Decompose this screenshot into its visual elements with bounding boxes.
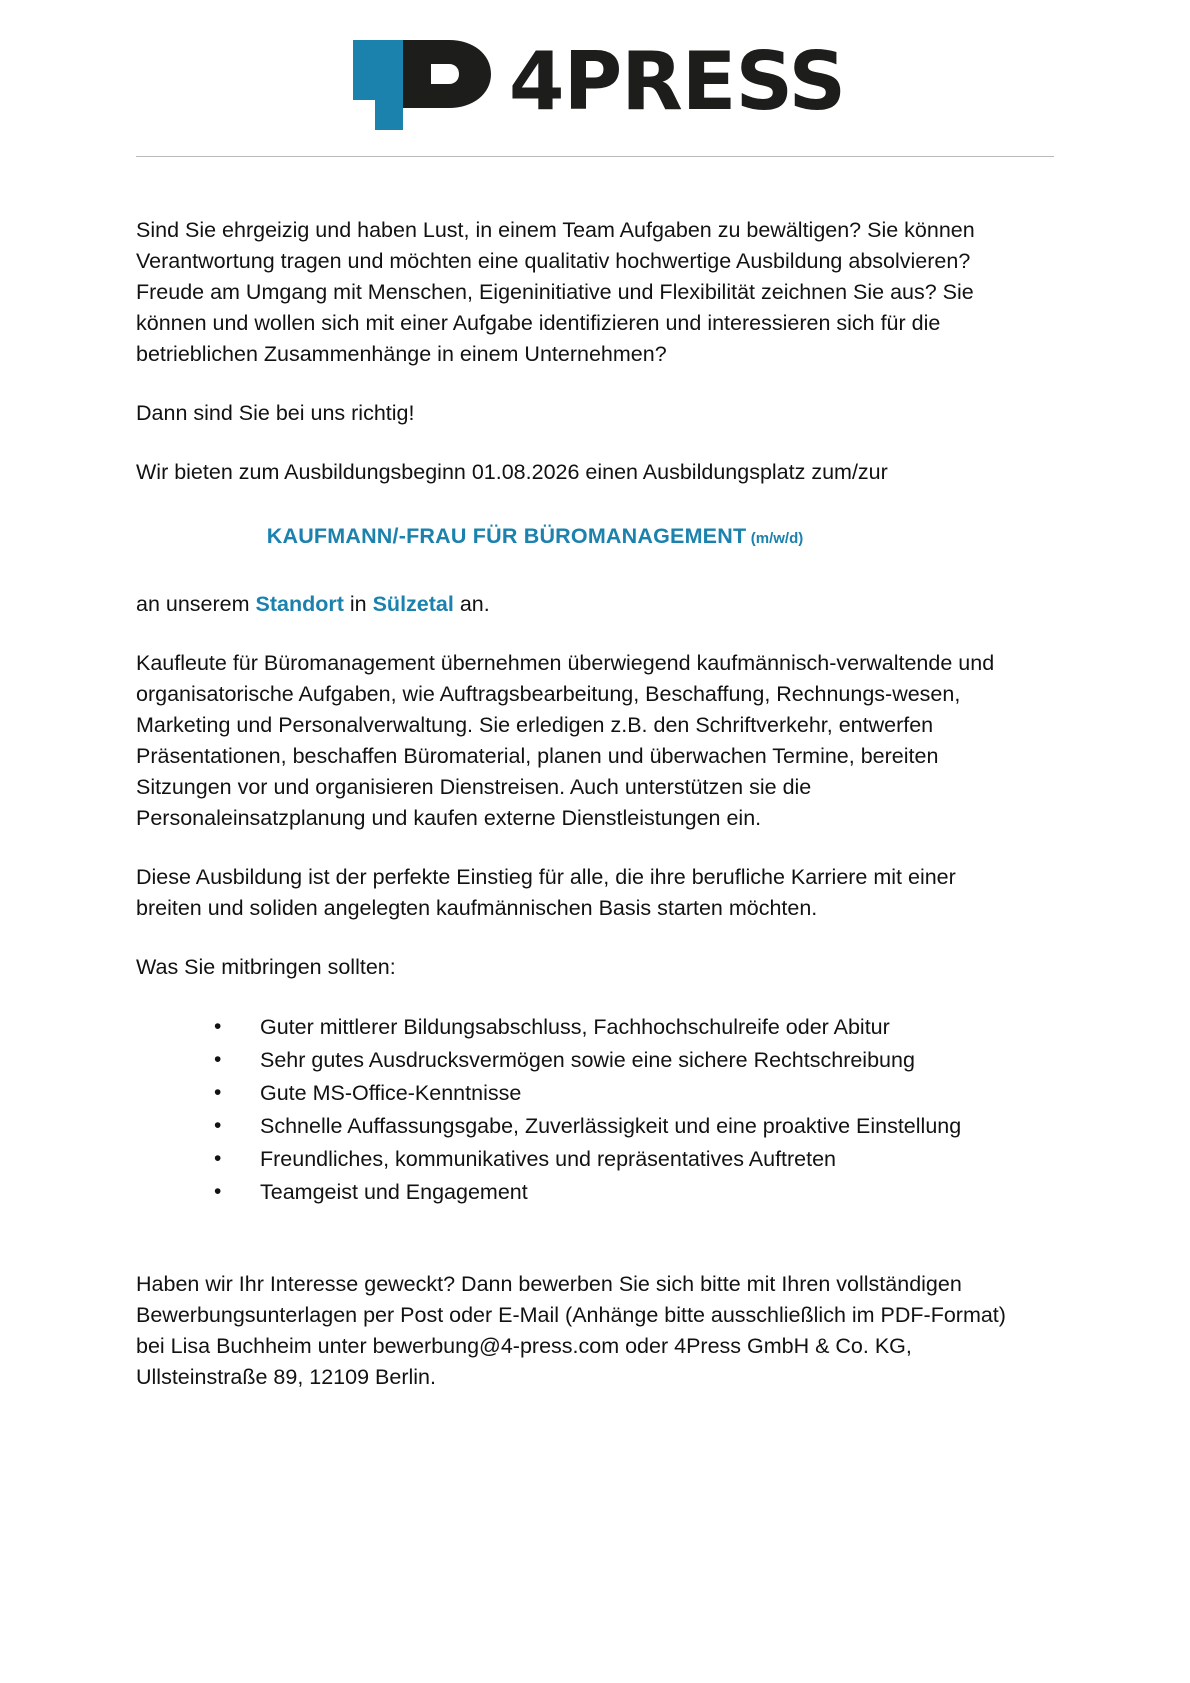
list-item: • Freundliches, kommunikatives und repräsentatives Auftreten (214, 1143, 1054, 1176)
call-to-action-line: Dann sind Sie bei uns richtig! (136, 401, 415, 425)
job-title-block (136, 524, 1054, 549)
4press-logo-mark-icon (345, 34, 505, 130)
closing-contact-paragraph: Haben wir Ihr Interesse geweckt? Dann bewerben Sie sich bitte mit Ihren vollständigen Bewerbungsunterlagen per Post oder E-Mail (Anhänge bitte ausschließlich im PDF-Format) bei Lisa Buchheim unter bewerbung@4-press.com oder 4Press GmbH & Co. KG, Ullsteinstraße 89, 12109 Berlin. (136, 1272, 1006, 1389)
list-item: • Gute MS-Office-Kenntnisse (214, 1077, 1054, 1110)
requirements-list (136, 1011, 1054, 1209)
document-header (0, 0, 1190, 130)
offer-line: Wir bieten zum Ausbildungsbeginn 01.08.2026 einen Ausbildungsplatz zum/zur (136, 460, 888, 484)
list-item: • Schnelle Auffassungsgabe, Zuverlässigkeit und eine proaktive Einstellung (214, 1110, 1054, 1143)
location-suffix: an. (453, 592, 490, 616)
location-highlight-city: Sülzetal (372, 592, 454, 616)
location-middle: in (343, 592, 373, 616)
intro-paragraph: Sind Sie ehrgeizig und haben Lust, in einem Team Aufgaben zu bewältigen? Sie können Verantwortung tragen und möchten eine qualitativ hochwertige Ausbildung absolvieren? Freude am Umgang mit Menschen, Eigeninitiative und Flexibilität zeichnen Sie aus? Sie können und wollen sich mit einer Aufgabe identifizieren und interessieren sich für die betrieblichen Zusammenhänge in einem Unternehmen? (136, 218, 975, 366)
location-line (136, 589, 1006, 620)
list-item: • Teamgeist und Engagement (214, 1176, 1054, 1209)
header-divider (136, 156, 1054, 157)
requirements-heading: Was Sie mitbringen sollten: (136, 955, 396, 979)
job-title: KAUFMANN/-FRAU FÜR BÜROMANAGEMENT (266, 524, 747, 548)
list-footer-spacer (136, 1209, 1054, 1269)
list-item: • Sehr gutes Ausdrucksvermögen sowie eine sichere Rechtschreibung (214, 1044, 1054, 1077)
list-item: • Guter mittlerer Bildungsabschluss, Fachhochschulreife oder Abitur (214, 1011, 1054, 1044)
benefit-paragraph: Diese Ausbildung ist der perfekte Einstieg für alle, die ihre berufliche Karriere mit einer breiten und soliden angelegten kaufmännischen Basis starten möchten. (136, 865, 956, 920)
location-prefix: an unserem (136, 592, 256, 616)
document-body (0, 215, 1190, 1393)
location-highlight-standort: Standort (255, 592, 344, 616)
job-title-gender-suffix: (m/w/d) (750, 530, 804, 547)
logo-wordmark: 4PRESS (508, 35, 846, 128)
job-description-paragraph: Kaufleute für Büromanagement übernehmen überwiegend kaufmännisch-verwaltende und organisatorische Aufgaben, wie Auftragsbearbeitung, Beschaffung, Rechnungs-wesen, Marketing und Personalverwaltung. Sie erledigen z.B. den Schriftverkehr, entwerfen Präsentationen, beschaffen Büromaterial, planen und überwachen Termine, bereiten Sitzungen vor und organisieren Dienstreisen. Auch unterstützen sie die Personaleinsatzplanung und kaufen externe Dienstleistungen ein. (136, 651, 995, 830)
company-logo (345, 34, 845, 130)
